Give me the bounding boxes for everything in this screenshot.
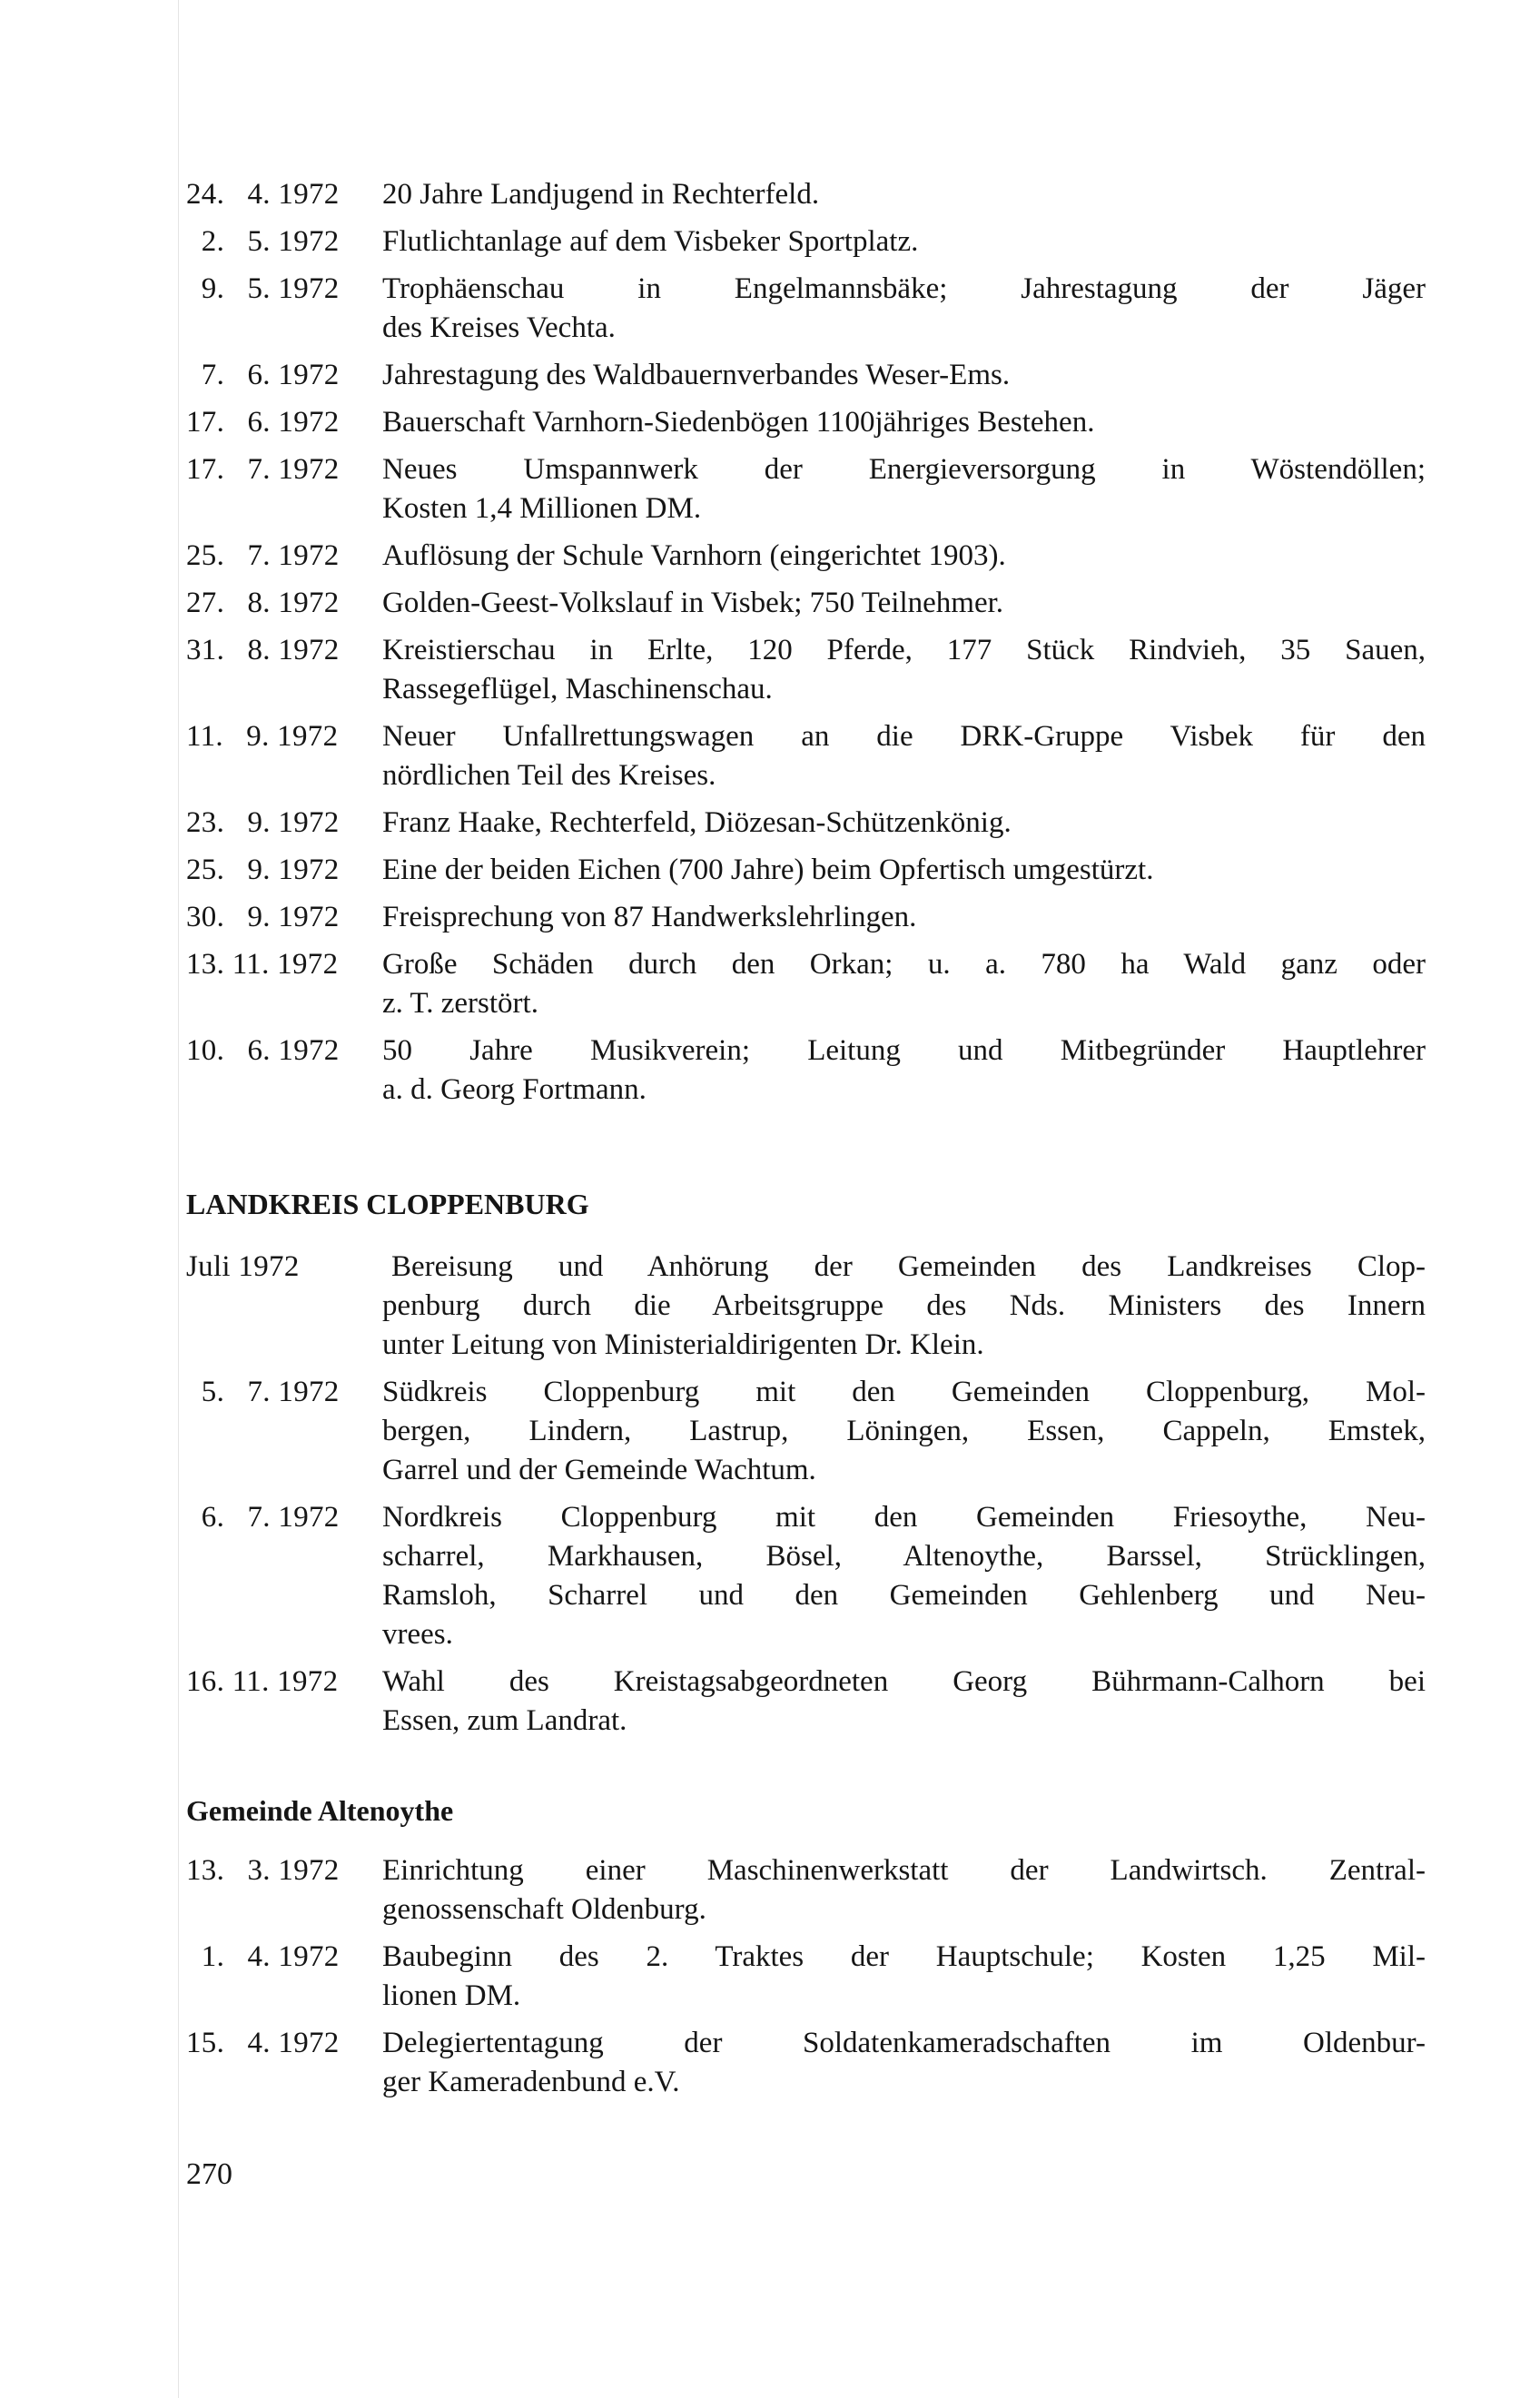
chronicle-entry — [186, 851, 1426, 890]
entry-text-line: Trophäenschau in Engelmannsbäke; Jahrestagung der Jäger — [382, 272, 1426, 305]
entry-text — [382, 2024, 1426, 2102]
chronicle-entry — [186, 898, 1426, 937]
entry-date: 2. 5. 1972 — [186, 225, 340, 258]
entry-date: 5. 7. 1972 — [186, 1376, 340, 1408]
entry-text-line: Rassegeflügel, Maschinenschau. — [382, 673, 773, 706]
entry-date: 13. 3. 1972 — [186, 1854, 340, 1887]
entry-text — [382, 1938, 1426, 2016]
entry-date: Juli 1972 — [186, 1250, 300, 1283]
entry-text-line: Neuer Unfallrettungswagen an die DRK-Gruppe Visbek für den — [382, 720, 1426, 753]
entry-text-line: vrees. — [382, 1618, 453, 1651]
entry-text-line: Bereisung und Anhörung der Gemeinden des Landkreises Clop- — [391, 1250, 1426, 1283]
entry-text-line: Bauerschaft Varnhorn-Siedenbögen 1100jähriges Bestehen. — [382, 406, 1095, 439]
entry-text — [382, 804, 1426, 843]
entry-text-line: 20 Jahre Landjugend in Rechterfeld. — [382, 178, 820, 211]
entry-text-line: Jahrestagung des Waldbauernverbandes Weser-Ems. — [382, 359, 1011, 391]
chronicle-entry — [186, 403, 1426, 442]
entry-date: 9. 5. 1972 — [186, 272, 340, 305]
chronicle-entry — [186, 1663, 1426, 1741]
entry-text — [382, 631, 1426, 709]
chronicle-list-altenoythe — [186, 1851, 1426, 2102]
entry-text — [382, 1373, 1426, 1490]
entry-text — [382, 1663, 1426, 1741]
entry-date: 30. 9. 1972 — [186, 901, 340, 933]
entry-text — [382, 1851, 1426, 1929]
chronicle-entry — [186, 1498, 1426, 1654]
entry-text — [382, 175, 1426, 214]
entry-text — [382, 270, 1426, 348]
entry-text-line: Flutlichtanlage auf dem Visbeker Sportplatz. — [382, 225, 919, 258]
chronicle-entry — [186, 1031, 1426, 1110]
entry-text-line: scharrel, Markhausen, Bösel, Altenoythe, Barssel, Strücklingen, — [382, 1540, 1426, 1573]
entry-text — [382, 851, 1426, 890]
chronicle-entry — [186, 222, 1426, 262]
entry-date: 25. 7. 1972 — [186, 539, 340, 572]
section-heading-landkreis-cloppenburg: LANDKREIS CLOPPENBURG — [186, 1188, 589, 1220]
entry-text-line: Franz Haake, Rechterfeld, Diözesan-Schützenkönig. — [382, 806, 1012, 839]
entry-text-line: Kreistierschau in Erlte, 120 Pferde, 177 Stück Rindvieh, 35 Sauen, — [382, 634, 1426, 666]
entry-date: 15. 4. 1972 — [186, 2027, 340, 2059]
entry-date: 25. 9. 1972 — [186, 854, 340, 886]
entry-text-line: ger Kameradenbund e.V. — [382, 2066, 680, 2098]
entry-date: 17. 7. 1972 — [186, 453, 340, 486]
section-heading-gemeinde-altenoythe: Gemeinde Altenoythe — [186, 1794, 454, 1827]
entry-text-line: bergen, Lindern, Lastrup, Löningen, Essen, Cappeln, Emstek, — [382, 1415, 1426, 1447]
entry-text — [382, 222, 1426, 262]
entry-text-line: Garrel und der Gemeinde Wachtum. — [382, 1454, 816, 1486]
entry-text-line: Nordkreis Cloppenburg mit den Gemeinden Friesoythe, Neu- — [382, 1501, 1426, 1534]
chronicle-entry — [186, 537, 1426, 576]
entry-text — [382, 450, 1426, 528]
chronicle-entry — [186, 584, 1426, 623]
entry-text-line: lionen DM. — [382, 1979, 521, 2012]
entry-date: 17. 6. 1972 — [186, 406, 340, 439]
entry-text-line: Kosten 1,4 Millionen DM. — [382, 492, 702, 525]
chronicle-entry — [186, 1851, 1426, 1929]
chronicle-entry — [186, 631, 1426, 709]
entry-text — [382, 584, 1426, 623]
entry-text — [382, 356, 1426, 395]
entry-date: 31. 8. 1972 — [186, 634, 340, 666]
entry-date: 13. 11. 1972 — [186, 948, 339, 981]
chronicle-entry — [186, 717, 1426, 795]
entry-text-line: penburg durch die Arbeitsgruppe des Nds. Ministers des Innern — [382, 1289, 1426, 1322]
entry-text-line: 50 Jahre Musikverein; Leitung und Mitbegründer Hauptlehrer — [382, 1034, 1426, 1067]
entry-text — [382, 1031, 1426, 1110]
chronicle-entry — [186, 1248, 1426, 1365]
chronicle-entry — [186, 356, 1426, 395]
entry-text-line: Einrichtung einer Maschinenwerkstatt der Landwirtsch. Zentral- — [382, 1854, 1426, 1887]
entry-text-line: Neues Umspannwerk der Energieversorgung in Wöstendöllen; — [382, 453, 1426, 486]
entry-text-line: Große Schäden durch den Orkan; u. a. 780 ha Wald ganz oder — [382, 948, 1426, 981]
entry-text-line: Ramsloh, Scharrel und den Gemeinden Gehlenberg und Neu- — [382, 1579, 1426, 1612]
entry-text-line: Freisprechung von 87 Handwerkslehrlingen. — [382, 901, 917, 933]
entry-text-line: des Kreises Vechta. — [382, 311, 616, 344]
entry-date: 1. 4. 1972 — [186, 1940, 340, 1973]
entry-text-line: Wahl des Kreistagsabgeordneten Georg Bührmann-Calhorn bei — [382, 1665, 1426, 1698]
entry-date: 6. 7. 1972 — [186, 1501, 340, 1534]
chronicle-entry — [186, 945, 1426, 1023]
page-number: 270 — [186, 2157, 232, 2191]
entry-text-line: z. T. zerstört. — [382, 987, 538, 1020]
entry-text-line: genossenschaft Oldenburg. — [382, 1893, 706, 1926]
entry-text-line: a. d. Georg Fortmann. — [382, 1073, 647, 1106]
entry-date: 11. 9. 1972 — [186, 720, 339, 753]
entry-date: 24. 4. 1972 — [186, 178, 340, 211]
entry-text — [382, 898, 1426, 937]
entry-text — [382, 717, 1426, 795]
entry-date: 10. 6. 1972 — [186, 1034, 340, 1067]
entry-text-line: unter Leitung von Ministerialdirigenten Dr. Klein. — [382, 1328, 984, 1361]
entry-text-line: Golden-Geest-Volkslauf in Visbek; 750 Teilnehmer. — [382, 587, 1004, 619]
chronicle-entry — [186, 2024, 1426, 2102]
entry-text-line: nördlichen Teil des Kreises. — [382, 759, 716, 792]
chronicle-list-vechta — [186, 175, 1426, 1110]
entry-date: 7. 6. 1972 — [186, 359, 340, 391]
chronicle-entry — [186, 804, 1426, 843]
entry-text — [382, 1498, 1426, 1654]
chronicle-list-cloppenburg — [186, 1248, 1426, 1741]
entry-text-line: Delegiertentagung der Soldatenkameradschaften im Oldenbur- — [382, 2027, 1426, 2059]
chronicle-entry — [186, 450, 1426, 528]
entry-text-line: Südkreis Cloppenburg mit den Gemeinden Cloppenburg, Mol- — [382, 1376, 1426, 1408]
page-content — [186, 175, 1426, 2194]
page-gutter-line — [178, 0, 179, 2398]
entry-text — [382, 1248, 1426, 1365]
entry-text-line: Auflösung der Schule Varnhorn (eingerichtet 1903). — [382, 539, 1006, 572]
chronicle-entry — [186, 1373, 1426, 1490]
entry-text — [382, 945, 1426, 1023]
entry-date: 27. 8. 1972 — [186, 587, 340, 619]
chronicle-entry — [186, 1938, 1426, 2016]
chronicle-entry — [186, 175, 1426, 214]
entry-date: 16. 11. 1972 — [186, 1665, 339, 1698]
entry-text-line: Baubeginn des 2. Traktes der Hauptschule; Kosten 1,25 Mil- — [382, 1940, 1426, 1973]
entry-text — [382, 403, 1426, 442]
chronicle-entry — [186, 270, 1426, 348]
entry-text — [382, 537, 1426, 576]
entry-text-line: Essen, zum Landrat. — [382, 1704, 627, 1737]
entry-date: 23. 9. 1972 — [186, 806, 340, 839]
entry-text-line: Eine der beiden Eichen (700 Jahre) beim Opfertisch umgestürzt. — [382, 854, 1154, 886]
